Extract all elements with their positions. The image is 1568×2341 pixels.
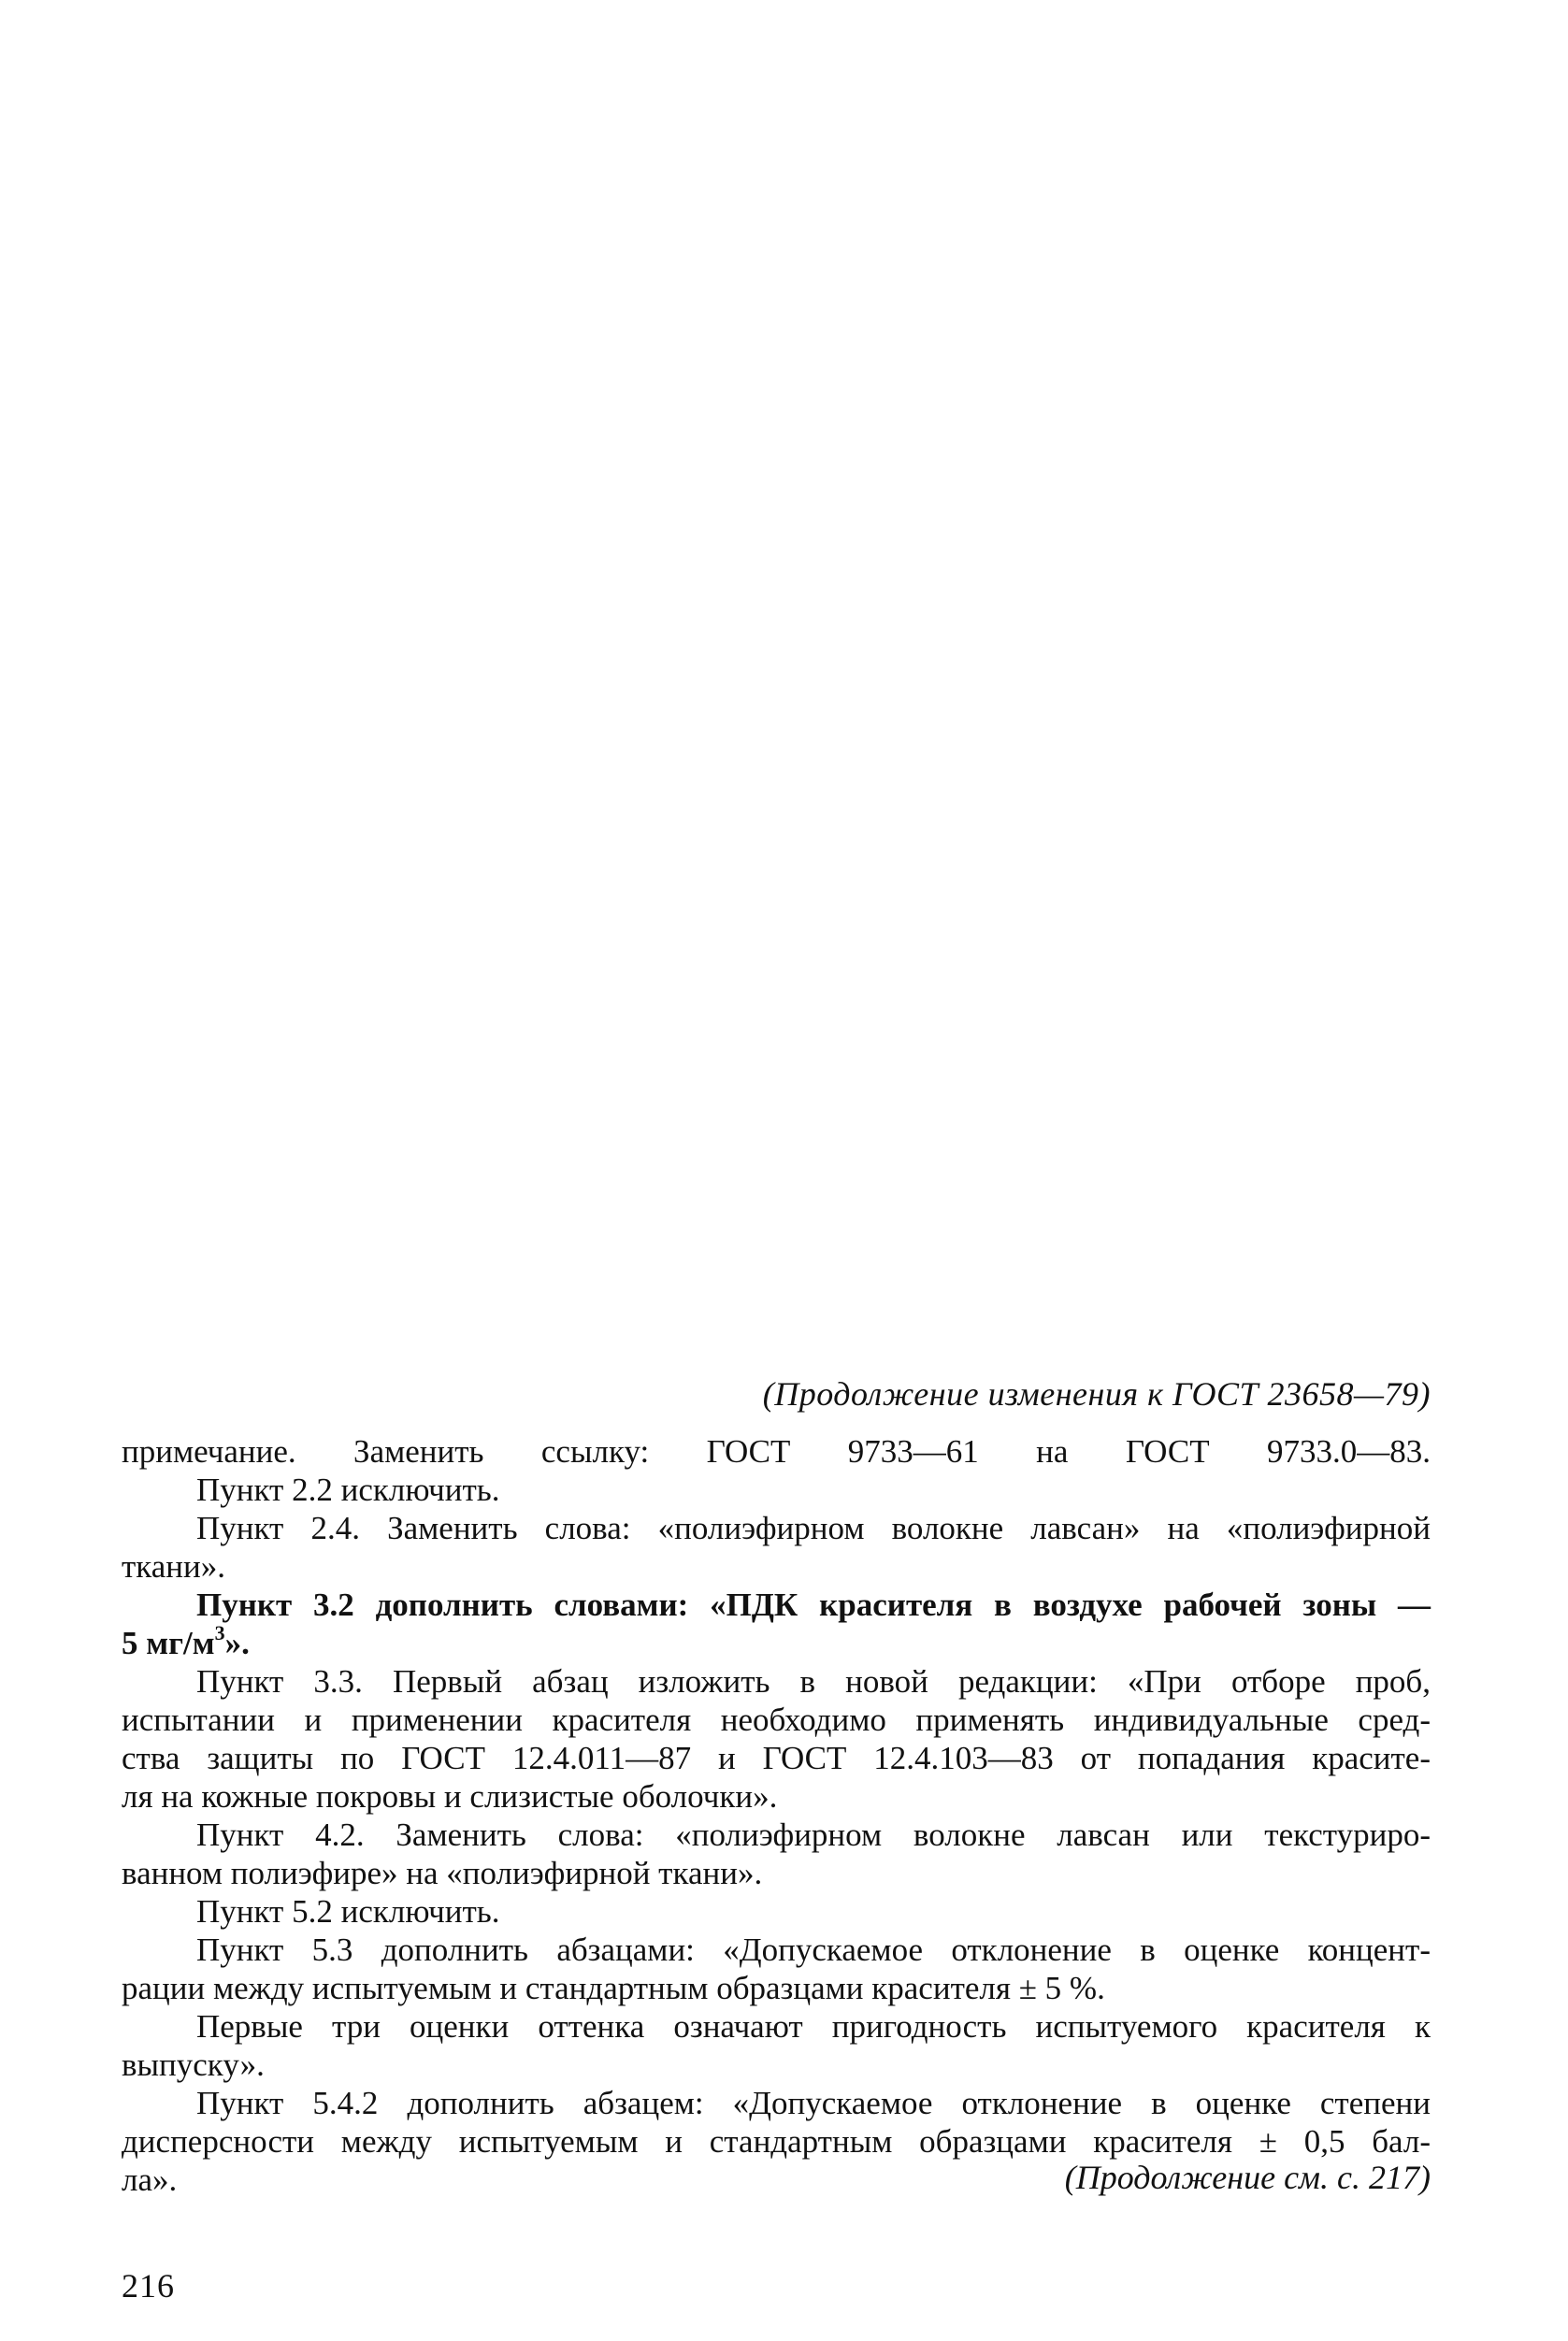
continuation-header: (Продолжение изменения к ГОСТ 23658—79) xyxy=(762,1375,1431,1413)
text-line: Пункт 4.2. Заменить слова: «полиэфирном волокне лавсан или текстуриро- xyxy=(196,1817,1431,1853)
text-line xyxy=(122,1621,1431,1662)
text-line: Пункт 5.4.2 дополнить абзацем: «Допускаемое отклонение в оценке степени xyxy=(196,2085,1431,2121)
text-line: Пункт 5.3 дополнить абзацами: «Допускаемое отклонение в оценке концент- xyxy=(196,1932,1431,1968)
text-line: рации между испытуемым и стандартным образцами красителя ± 5 %. xyxy=(122,1970,1105,2006)
text-line: Пункт 3.3. Первый абзац изложить в новой редакции: «При отборе проб, xyxy=(196,1663,1431,1700)
text-line: дисперсности между испытуемым и стандартным образцами красителя ± 0,5 бал- xyxy=(122,2123,1431,2160)
text-line: ля на кожные покровы и слизистые оболочки». xyxy=(122,1778,778,1815)
text-line: выпуску». xyxy=(122,2047,265,2083)
text-fragment: 5 мг/м xyxy=(122,1625,215,1661)
continuation-footer: (Продолжение см. с. 217) xyxy=(1064,2159,1431,2196)
text-line: Пункт 2.4. Заменить слова: «полиэфирном волокне лавсан» на «полиэфирной xyxy=(196,1510,1431,1546)
text-fragment: ». xyxy=(224,1625,250,1661)
text-line: ткани». xyxy=(122,1548,226,1585)
text-line: Пункт 5.2 исключить. xyxy=(196,1893,500,1930)
text-line: Первые три оценки оттенка означают пригодность испытуемого красителя к xyxy=(196,2008,1431,2045)
text-line: ла». xyxy=(122,2161,178,2198)
amendment-text xyxy=(122,1432,1431,2199)
text-line: испытании и применении красителя необходимо применять индивидуальные сред- xyxy=(122,1702,1431,1738)
text-line: Пункт 2.2 исключить. xyxy=(196,1472,500,1508)
page-number: 216 xyxy=(122,2267,175,2305)
superscript: 3 xyxy=(214,1621,225,1645)
text-line: ства защиты по ГОСТ 12.4.011—87 и ГОСТ 12.4.103—83 от попадания красите- xyxy=(122,1740,1431,1776)
text-line: примечание. Заменить ссылку: ГОСТ 9733—61 на ГОСТ 9733.0—83. xyxy=(122,1433,1431,1470)
text-line: ванном полиэфире» на «полиэфирной ткани». xyxy=(122,1855,763,1891)
text-line: Пункт 3.2 дополнить словами: «ПДК красителя в воздухе рабочей зоны — xyxy=(196,1587,1431,1623)
